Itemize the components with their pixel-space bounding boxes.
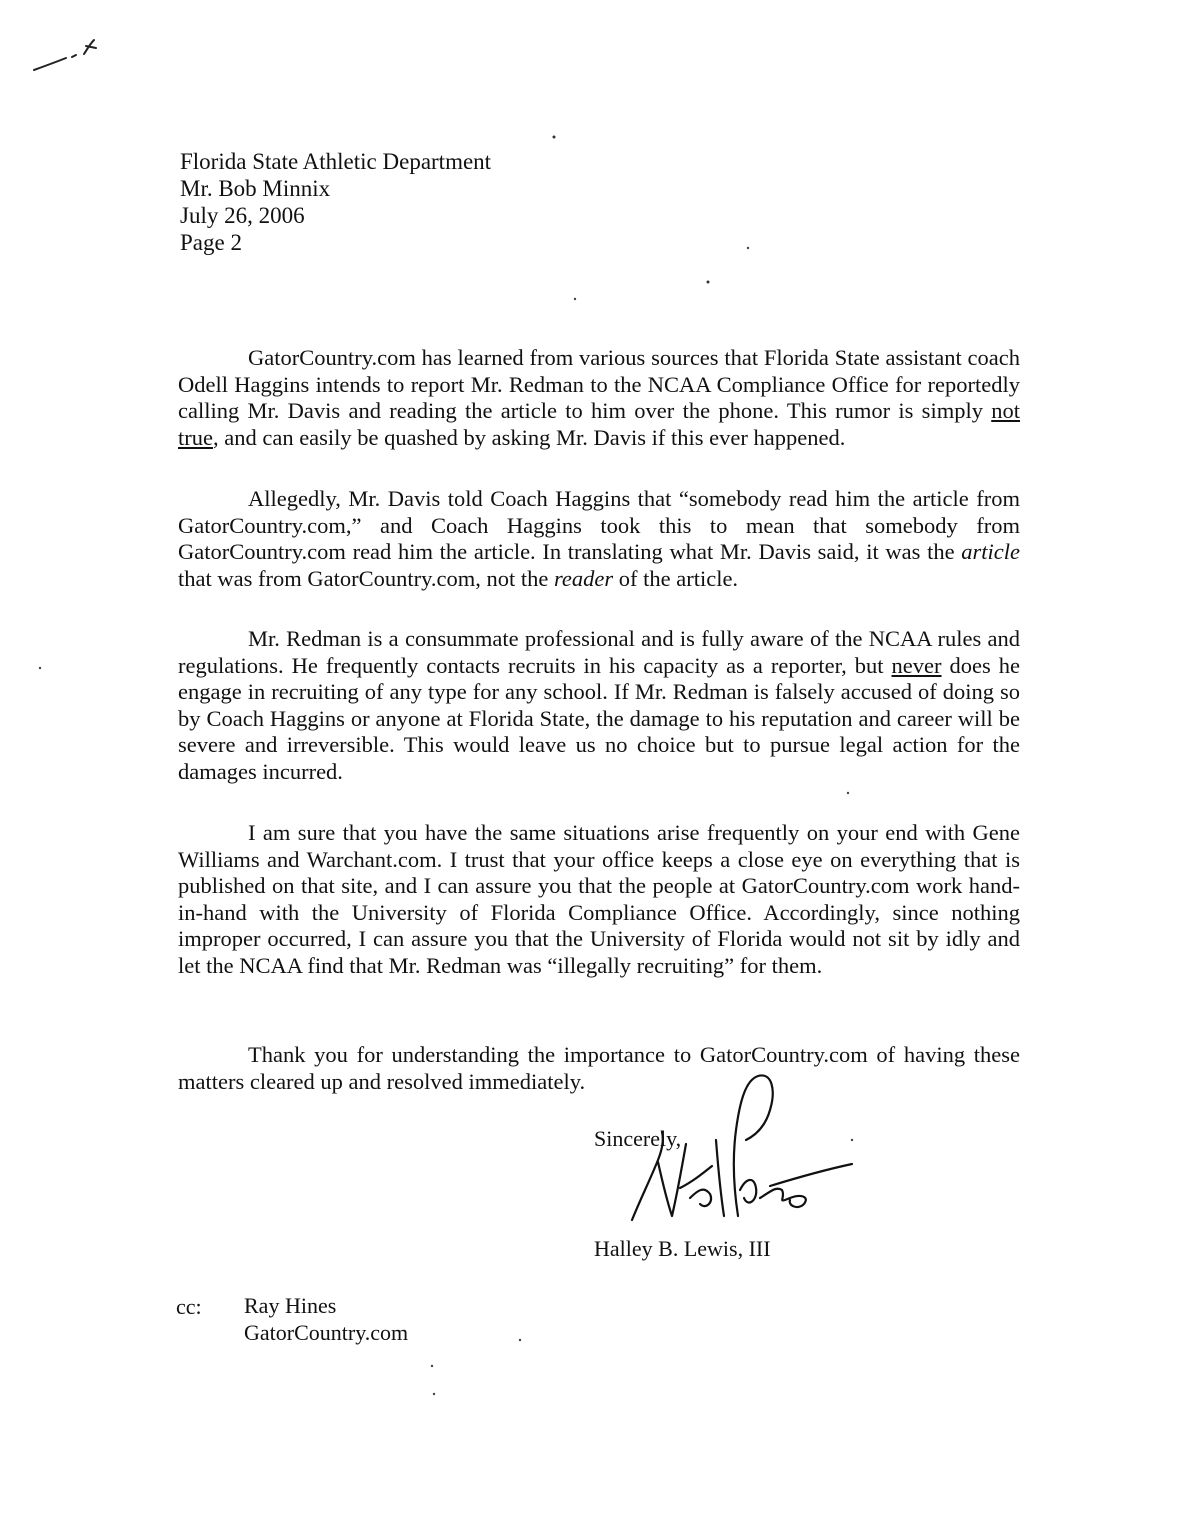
handwritten-signature [620,1070,860,1240]
paragraph-5: Thank you for understanding the importance to GatorCountry.com of having these matters cleared up and resolved immediately. [178,1042,1020,1094]
paragraph-3-underlined: never [891,652,942,678]
paragraph-4: I am sure that you have the same situations arise frequently on your end with Gene Williams and Warchant.com. I trust that your office keeps a close eye on everything that is published on that site, and I can assure you that the people at GatorCountry.com work hand-in-hand with the University of Florida Compliance Office. Accordingly, since nothing improper occurred, I can assure you that the University of Florida would not sit by idly and let the NCAA find that Mr. Redman was “illegally recruiting” for them. [178,820,1020,978]
paragraph-1-text-a: GatorCountry.com has learned from various sources that Florida State assistant coach Odell Haggins intends to report Mr. Redman to the NCAA Compliance Office for reportedly calling Mr. Davis and reading the article to him over the phone. This rumor is simply [178,345,1020,423]
signer-name: Halley B. Lewis, III [594,1236,771,1261]
recipient-name: Mr. Bob Minnix [180,176,331,201]
paragraph-1-underlined: not true [178,398,1020,450]
paragraph-2 [178,486,1020,592]
paragraph-3 [178,626,1020,785]
paragraph-3-text-a: Mr. Redman is a consummate professional and is fully aware of the NCAA rules and regulations. He frequently contacts recruits in his capacity as a reporter, but [178,626,1020,678]
paragraph-1 [178,345,1020,451]
letter-date: July 26, 2006 [180,203,305,228]
cc-recipient-organization: GatorCountry.com [244,1320,409,1345]
paragraph-2-text-c: of the article. [613,565,739,591]
cc-recipients [244,1292,408,1346]
paragraph-2-italic-article: article [961,539,1020,564]
paragraph-3-text-b: does he engage in recruiting of any type for any school. If Mr. Redman is falsely accused of doing so by Coach Haggins or anyone at Florida State, the damage to his reputation and career will be severe and irreversible. This would leave us no choice but to pursue legal action for the damages incurred. [178,652,1020,784]
letter-header [180,148,491,256]
closing-salutation: Sincerely, [594,1126,682,1151]
paragraph-2-text-b: that was from GatorCountry.com, not the [178,565,554,591]
recipient-organization: Florida State Athletic Department [180,149,492,174]
paragraph-2-text-a: Allegedly, Mr. Davis told Coach Haggins that “somebody read him the article from GatorCountry.com,” and Coach Haggins took this to mean that somebody from GatorCountry.com read him the article. In translating what Mr. Davis said, it was the [178,486,1020,564]
cc-recipient-name: Ray Hines [244,1293,337,1318]
paragraph-1-text-b: , and can easily be quashed by asking Mr. Davis if this ever happened. [212,424,846,450]
paragraph-2-italic-reader: reader [553,565,614,591]
page-number: Page 2 [180,230,242,255]
cc-label: cc: [176,1294,202,1319]
